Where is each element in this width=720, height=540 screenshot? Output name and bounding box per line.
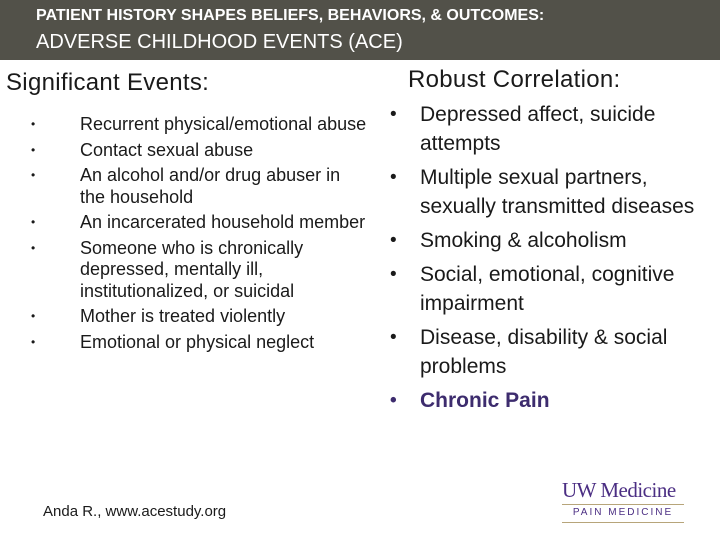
list-item-text: Emotional or physical neglect [80,331,315,352]
logo-name: UW Medicine [562,478,676,502]
list-item-text: Recurrent physical/emotional abuse [80,114,367,134]
list-item [386,163,716,221]
list-item-text: Social, emotional, cognitive impairment [420,263,675,315]
bullet-icon: • [390,264,397,285]
bullet-icon: • [390,327,397,348]
list-item [30,212,370,234]
significant-events-title: Significant Events: [6,69,210,96]
list-item-text: Multiple sexual partners, sexually transmitted diseases [420,166,695,218]
bullet-icon: • [390,167,397,188]
significant-events-list [30,114,370,357]
bullet-icon: • [31,334,36,349]
list-item-text: Smoking & alcoholism [420,229,627,252]
list-item-text: Mother is treated violently [80,306,286,326]
bullet-icon: • [31,215,36,229]
list-item-text: Depressed affect, suicide attempts [420,103,656,155]
bullet-icon: • [31,142,36,157]
bullet-icon: • [31,117,36,131]
list-item-text: Disease, disability & social problems [420,326,668,378]
header-title: PATIENT HISTORY SHAPES BELIEFS, BEHAVIORS, & OUTCOMES: [36,7,545,24]
bullet-icon: • [31,240,36,255]
list-item [386,323,716,381]
bullet-icon: • [390,104,397,125]
header-banner [0,0,720,60]
list-item [30,165,370,208]
list-item [30,332,370,354]
logo-rule-top [562,504,684,505]
list-item [386,100,716,158]
list-item-text: An incarcerated household member [80,212,366,232]
list-item-text: An alcohol and/or drug abuser in the household [80,165,341,207]
list-item [30,140,370,162]
list-item-highlight [386,386,716,415]
bullet-icon: • [31,168,36,182]
list-item-text: Chronic Pain [420,389,550,412]
bullet-icon: • [390,390,397,411]
list-item [30,238,370,303]
robust-correlation-list [386,100,716,420]
list-item [30,114,370,136]
logo-subtitle: PAIN MEDICINE [572,507,674,518]
list-item [30,306,370,328]
bullet-icon: • [31,309,36,323]
list-item-text: Someone who is chronically depressed, mentally ill, institutionalized, or suicidal [80,237,304,301]
robust-correlation-title: Robust Correlation: [408,66,621,93]
header-subtitle: ADVERSE CHILDHOOD EVENTS (ACE) [36,31,403,53]
list-item [386,260,716,318]
citation: Anda R., www.acestudy.org [43,503,227,520]
logo-rule-bottom [562,522,684,523]
uw-medicine-logo [558,478,686,524]
list-item [386,226,716,255]
bullet-icon: • [390,230,397,251]
list-item-text: Contact sexual abuse [80,139,254,160]
